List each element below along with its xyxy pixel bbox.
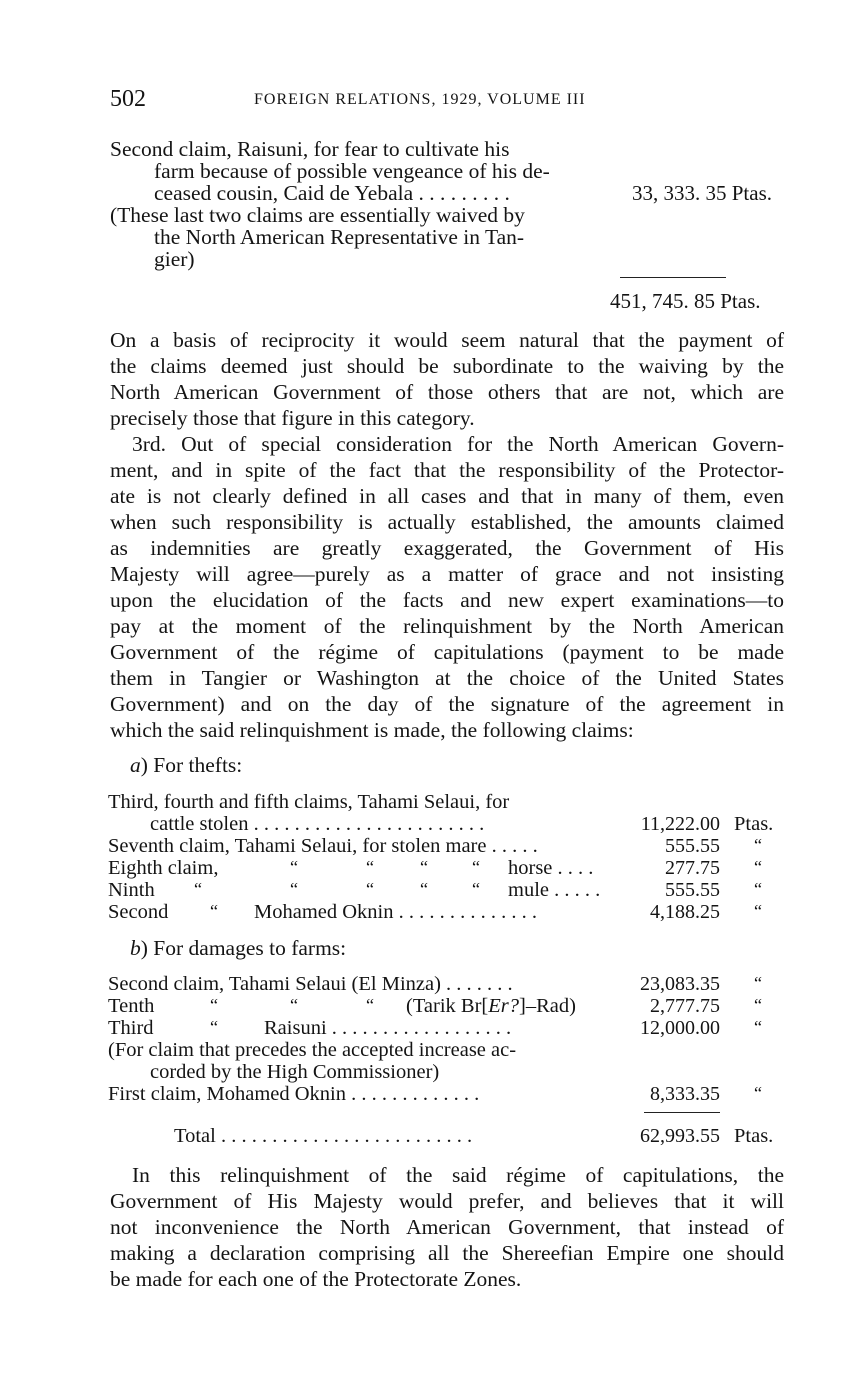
ditto-mark: “ xyxy=(210,995,218,1015)
ditto-mark: “ xyxy=(290,995,298,1015)
claim-note: gier) xyxy=(154,247,195,271)
table-value: 555.55 xyxy=(665,835,720,857)
table-note: (For claim that precedes the accepted increase ac- xyxy=(108,1039,517,1061)
section-a-heading: a) For thefts: xyxy=(130,753,243,777)
page-number: 502 xyxy=(110,86,146,112)
claim-note: (These last two claims are essentially waived by xyxy=(110,203,525,227)
table-row: First claim, Mohamed Oknin . . . . . . . . . . . . . xyxy=(108,1083,480,1105)
table-value: 2,777.75 xyxy=(650,995,720,1017)
claim-note: the North American Representative in Tan- xyxy=(154,225,525,249)
table-value: 11,222.00 xyxy=(640,813,720,835)
ditto-mark: “ xyxy=(754,835,762,855)
paragraph-line: Majesty will agree—purely as a matter of grace and not insisting xyxy=(110,562,784,586)
table-row: Third, fourth and fifth claims, Tahami Selaui, for xyxy=(108,791,510,813)
paragraph-line: Government of the régime of capitulations (payment to be made xyxy=(110,640,784,664)
paragraph-line: ment, and in spite of the fact that the responsibility of the Protector- xyxy=(110,458,784,482)
table-row: Seventh claim, Tahami Selaui, for stolen mare . . . . . xyxy=(108,835,538,857)
subtotal-amount: 451, 745. 85 Ptas. xyxy=(610,289,761,313)
ditto-mark: “ xyxy=(754,973,762,993)
subtotal-rule xyxy=(620,277,726,278)
paragraph-line: be made for each one of the Protectorate Zones. xyxy=(110,1267,522,1291)
ditto-mark: “ xyxy=(194,879,202,899)
claim-amount: 33, 333. 35 Ptas. xyxy=(632,181,773,205)
table-value: 12,000.00 xyxy=(640,1017,720,1039)
ditto-mark: “ xyxy=(366,995,374,1015)
table-unit: Ptas. xyxy=(734,813,774,835)
ditto-mark: “ xyxy=(754,879,762,899)
total-unit: Ptas. xyxy=(734,1125,774,1147)
ditto-mark: “ xyxy=(290,857,298,877)
paragraph-line: as indemnities are greatly exaggerated, the Government of His xyxy=(110,536,784,560)
paragraph-line: not inconvenience the North American Government, that instead of xyxy=(110,1215,784,1239)
table-row: Eighth claim, xyxy=(108,857,219,879)
table-row: Tenth xyxy=(108,995,155,1017)
table-row: Second xyxy=(108,901,169,923)
ditto-mark: “ xyxy=(210,901,218,921)
paragraph-line: ate is not clearly defined in all cases and that in many of them, even xyxy=(110,484,784,508)
ditto-mark: “ xyxy=(366,879,374,899)
paragraph-line: them in Tangier or Washington at the choice of the United States xyxy=(110,666,784,690)
paragraph-line: when such responsibility is actually established, the amounts claimed xyxy=(110,510,784,534)
table-row: mule . . . . . xyxy=(508,879,601,901)
ditto-mark: “ xyxy=(754,995,762,1015)
table-row: Raisuni . . . . . . . . . . . . . . . . . . xyxy=(264,1017,512,1039)
paragraph-line: precisely those that figure in this category. xyxy=(110,406,475,430)
ditto-mark: “ xyxy=(754,901,762,921)
ditto-mark: “ xyxy=(366,857,374,877)
paragraph-line: 3rd. Out of special consideration for the North American Govern- xyxy=(132,432,784,456)
ditto-mark: “ xyxy=(290,879,298,899)
claim-line: farm because of possible vengeance of his de- xyxy=(154,159,550,183)
paragraph-line: Government of His Majesty would prefer, and believes that it will xyxy=(110,1189,784,1213)
paragraph-line: Government) and on the day of the signature of the agreement in xyxy=(110,692,784,716)
table-value: 23,083.35 xyxy=(640,973,720,995)
paragraph-line: the claims deemed just should be subordinate to the waiving by the xyxy=(110,354,784,378)
table-row: Ninth xyxy=(108,879,155,901)
table-row: (Tarik Br[Er?]–Rad) xyxy=(406,995,576,1017)
paragraph-line: which the said relinquishment is made, the following claims: xyxy=(110,718,634,742)
running-title: FOREIGN RELATIONS, 1929, VOLUME III xyxy=(254,91,586,108)
ditto-mark: “ xyxy=(210,1017,218,1037)
paragraph-line: North American Government of those others that are not, which are xyxy=(110,380,784,404)
paragraph-line: In this relinquishment of the said régime of capitulations, the xyxy=(132,1163,784,1187)
table-row: horse . . . . xyxy=(508,857,594,879)
table-value: 555.55 xyxy=(665,879,720,901)
table-value: 277.75 xyxy=(665,857,720,879)
table-note: corded by the High Commissioner) xyxy=(150,1061,440,1083)
ditto-mark: “ xyxy=(754,857,762,877)
table-row: Third xyxy=(108,1017,154,1039)
claim-line: Second claim, Raisuni, for fear to cultivate his xyxy=(110,137,510,161)
claim-line: ceased cousin, Caid de Yebala . . . . . . . . . xyxy=(154,181,510,205)
paragraph-line: On a basis of reciprocity it would seem natural that the payment of xyxy=(110,328,784,352)
total-label: Total . . . . . . . . . . . . . . . . . . . . . . . . . xyxy=(174,1125,473,1147)
ditto-mark: “ xyxy=(472,857,480,877)
table-row: Mohamed Oknin . . . . . . . . . . . . . . xyxy=(254,901,537,923)
total-value: 62,993.55 xyxy=(640,1125,720,1147)
paragraph-line: making a declaration comprising all the Shereefian Empire one should xyxy=(110,1241,784,1265)
table-value: 4,188.25 xyxy=(650,901,720,923)
ditto-mark: “ xyxy=(754,1083,762,1103)
ditto-mark: “ xyxy=(420,879,428,899)
table-value: 8,333.35 xyxy=(650,1083,720,1105)
section-b-heading: b) For damages to farms: xyxy=(130,936,347,960)
paragraph-line: upon the elucidation of the facts and new expert examinations—to xyxy=(110,588,784,612)
ditto-mark: “ xyxy=(472,879,480,899)
table-row: cattle stolen . . . . . . . . . . . . . . . . . . . . . . . xyxy=(150,813,485,835)
table-row: Second claim, Tahami Selaui (El Minza) . . . . . . . xyxy=(108,973,513,995)
ditto-mark: “ xyxy=(754,1017,762,1037)
total-rule xyxy=(644,1112,720,1113)
ditto-mark: “ xyxy=(420,857,428,877)
paragraph-line: pay at the moment of the relinquishment by the North American xyxy=(110,614,784,638)
